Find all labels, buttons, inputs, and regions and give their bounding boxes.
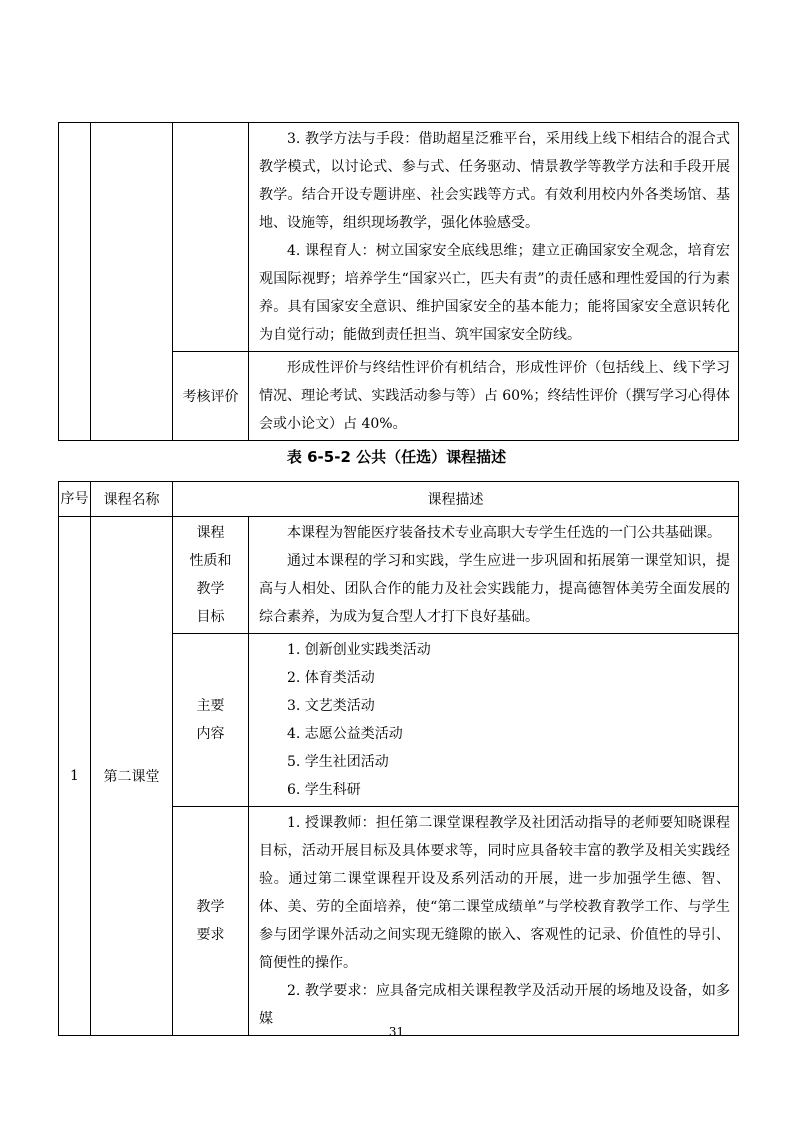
seq-cell-empty — [59, 123, 91, 441]
requirements-label — [173, 807, 249, 1036]
methods-and-ideology-cell — [249, 123, 739, 352]
assessment-cell — [249, 352, 739, 441]
course-name-cell-empty — [91, 123, 173, 441]
list-item: 1. 创新创业实践类活动 — [287, 642, 431, 658]
page-number: 31 — [388, 1025, 405, 1039]
requirements-text: 2. 教学要求：应具备完成相关课程教学及活动开展的场地及设备，如多媒 — [259, 983, 730, 1027]
row-seq: 1 — [59, 517, 91, 1036]
continued-course-table — [58, 122, 739, 441]
requirements-text: 1. 授课教师：担任第二课堂课程教学及社团活动指导的老师要知晓课程目标，活动开展目标及具体要求等，同时应具备较丰富的教学及相关实践经验。通过第二课堂课程开设及系列活动的开展，进一步加强学生德、智、体、美、劳的全面培养，使“第二课堂成绩单”与学校教育教学工作、与学生参与团学课外活动之间实现无缝隙的嵌入、客观性的记录、价值性的导引、简便性的操作。 — [259, 815, 730, 971]
requirements-label-line: 要求 — [196, 927, 225, 943]
assessment-text: 形成性评价与终结性评价有机结合，形成性评价（包括线上、线下学习情况、理论考试、实践活动参与等）占 60%；终结性评价（撰写学习心得体会或小论文）占 40%。 — [259, 360, 730, 432]
nature-label-line: 性质和 — [189, 553, 232, 569]
nature-text: 通过本课程的学习和实践，学生应进一步巩固和拓展第一课堂知识，提高与人相处、团队合作的能力及社会实践能力，提高德智体美劳全面发展的综合素养，为成为复合型人才打下良好基础。 — [259, 553, 730, 625]
list-item: 5. 学生社团活动 — [287, 754, 389, 770]
list-item: 2. 体育类活动 — [287, 670, 375, 686]
content-label-line: 主要 — [196, 698, 225, 714]
content-label-line: 内容 — [196, 726, 225, 742]
requirements-cell — [249, 807, 739, 1036]
header-description: 课程描述 — [173, 482, 739, 517]
nature-label — [173, 517, 249, 634]
content-list — [249, 634, 739, 807]
label-cell-empty — [173, 123, 249, 352]
content-label — [173, 634, 249, 807]
list-item: 3. 文艺类活动 — [287, 698, 375, 714]
nature-text: 本课程为智能医疗装备技术专业高职大专学生任选的一门公共基础课。 — [287, 525, 721, 541]
header-course-name: 课程名称 — [91, 482, 173, 517]
list-item: 4. 志愿公益类活动 — [287, 726, 403, 742]
assessment-label: 考核评价 — [173, 352, 249, 441]
nature-label-line: 教学 — [196, 581, 225, 597]
course-ideology-text: 4. 课程育人：树立国家安全底线思维；建立正确国家安全观念，培育宏观国际视野；培养学生“国家兴亡，匹夫有责”的责任感和理性爱国的行为素养。具有国家安全意识、维护国家安全的基本能力；能将国家安全意识转化为自觉行动；能做到责任担当、筑牢国家安全防线。 — [259, 243, 730, 343]
nature-label-line: 课程 — [196, 525, 225, 541]
row-course-name: 第二课堂 — [91, 517, 173, 1036]
table-caption: 表 6-5-2 公共（任选）课程描述 — [286, 448, 507, 466]
nature-label-line: 目标 — [196, 609, 225, 625]
teaching-methods-text: 3. 教学方法与手段：借助超星泛雅平台，采用线上线下相结合的混合式教学模式，以讨论式、参与式、任务驱动、情景教学等教学方法和手段开展教学。结合开设专题讲座、社会实践等方式。有效利用校内外各类场馆、基地、设施等，组织现场教学，强化体验感受。 — [259, 131, 730, 231]
header-seq: 序号 — [59, 482, 91, 517]
nature-cell — [249, 517, 739, 634]
requirements-label-line: 教学 — [196, 899, 225, 915]
elective-course-table — [58, 481, 739, 1036]
list-item: 6. 学生科研 — [287, 782, 361, 798]
